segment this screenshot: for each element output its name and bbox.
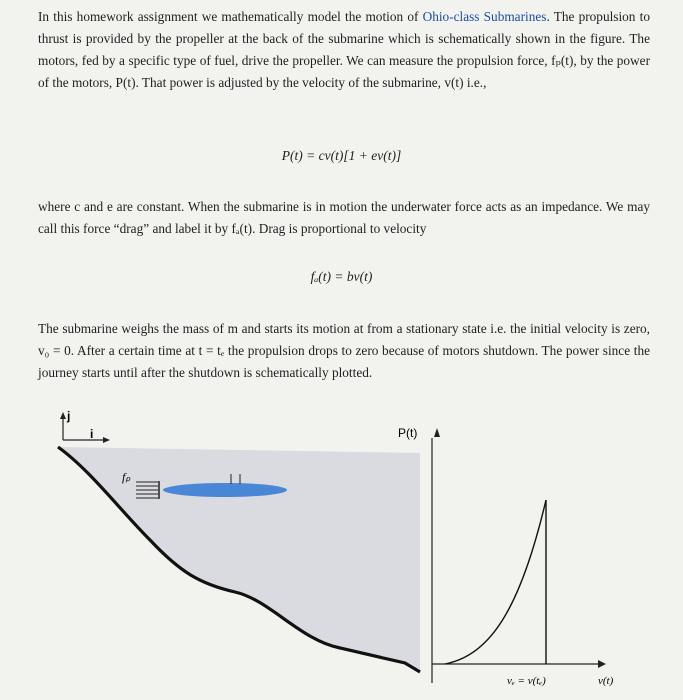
plot-ylabel: P(t): [398, 426, 418, 440]
i-axis-arrow-icon: [103, 437, 110, 443]
axis-i-label: i: [90, 427, 94, 441]
power-curve: [445, 500, 546, 664]
intro-text: In this homework assignment we mathematically model the motion of: [38, 9, 423, 24]
ohio-class-link[interactable]: Ohio-class Submarines: [422, 9, 547, 24]
shutdown-paragraph: The submarine weighs the mass of m and starts its motion at from a stationary state i.e. the initial velocity is zero, v₀ = 0. After a certain time at t = tₑ the propulsion drops to zero because of motors shutdown. The power since the journey starts until after the shutdown is schematically plotted.: [38, 321, 650, 380]
power-equation: P(t) = cv(t)[1 + ev(t)]: [281, 148, 402, 163]
plot-y-arrow-icon: [434, 428, 440, 437]
plot-x-arrow-icon: [598, 660, 606, 668]
drag-equation: fₐ(t) = bv(t): [310, 269, 373, 284]
submarine-hull: [163, 483, 287, 497]
plot-xlabel: v(t): [598, 675, 614, 687]
plot-xtick-ve: vₑ = v(tₑ): [507, 675, 546, 687]
j-axis-arrow-icon: [60, 412, 66, 419]
drag-paragraph: where c and e are constant. When the submarine is in motion the underwater force acts as an impedance. We may call this force “drag” and label it by fₐ(t). Drag is proportional to velocity: [38, 199, 650, 236]
fp-label: fₚ: [122, 470, 131, 484]
water-region: [58, 447, 420, 672]
intro-text-cont: . The propulsion to thrust is provided by the propeller at the back of the submarine which is schematically shown in the figure. The motors, fed by a specific type of fuel, drive the propeller. We can measure the propulsion force, fₚ(t), by the power of the motors, P(t). That power is adjusted by the velocity of the submarine, v(t) i.e.,: [38, 9, 650, 90]
axis-j-label: j: [67, 409, 71, 423]
